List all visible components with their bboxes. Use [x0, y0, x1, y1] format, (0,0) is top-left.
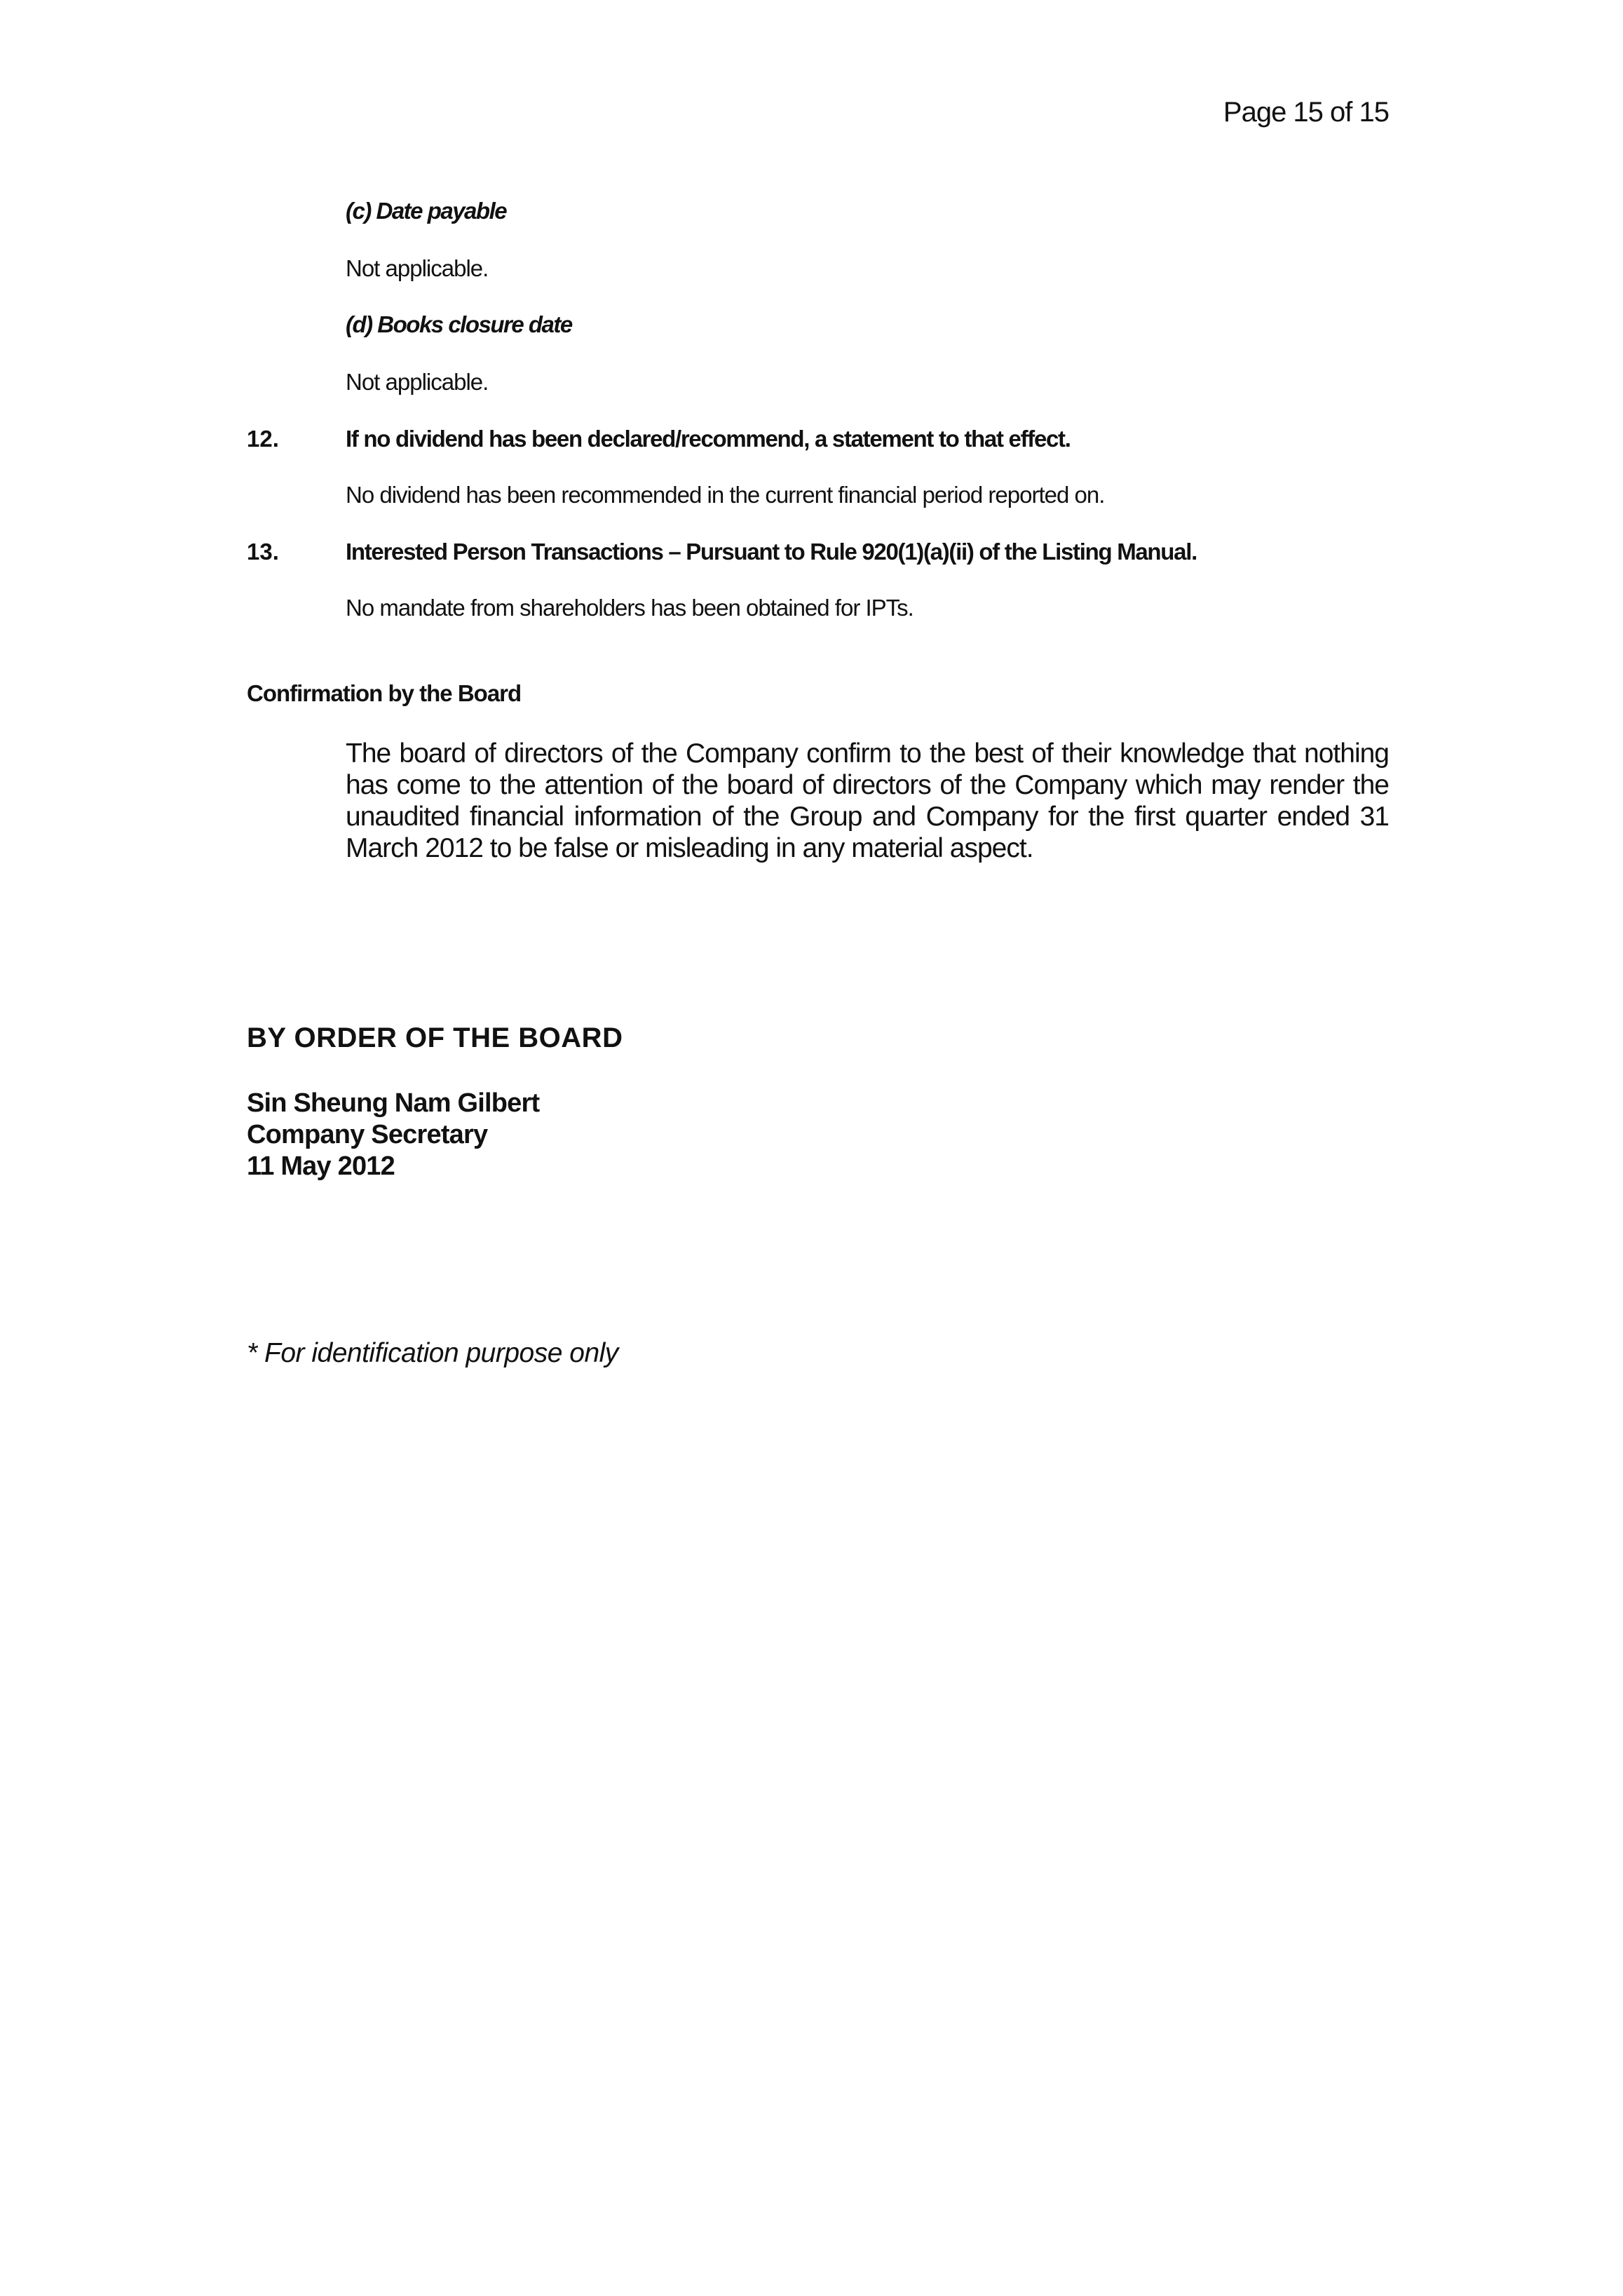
item-13-number: 13.: [247, 539, 279, 565]
date-payable-text: Not applicable.: [346, 255, 489, 281]
signature-block: [247, 1088, 539, 1182]
item-12-text: No dividend has been recommended in the current financial period reported on.: [346, 482, 1105, 508]
footnote: * For identification purpose only: [247, 1338, 618, 1368]
item-12-number: 12.: [247, 426, 279, 452]
books-closure-text: Not applicable.: [346, 369, 489, 395]
confirmation-paragraph: The board of directors of the Company confirm to the best of their knowledge that nothing has come to the attention of the board of directors of the Company which may render the unaudited financial information of the Group and Company for the first quarter ended 31 March 2012 to be false or misleading in any material aspect.: [346, 738, 1389, 863]
item-13-text: No mandate from shareholders has been obtained for IPTs.: [346, 595, 914, 621]
item-13-title: Interested Person Transactions – Pursuant to Rule 920(1)(a)(ii) of the Listing Manual.: [346, 539, 1197, 565]
page-number: Page 15 of 15: [1223, 97, 1389, 128]
signatory-name: Sin Sheung Nam Gilbert: [247, 1088, 540, 1118]
board-order-heading: BY ORDER OF THE BOARD: [247, 1022, 623, 1053]
books-closure-heading: (d) Books closure date: [346, 311, 572, 337]
date-payable-heading: (c) Date payable: [346, 198, 507, 224]
signatory-title: Company Secretary: [247, 1120, 488, 1149]
confirmation-heading: Confirmation by the Board: [247, 680, 522, 706]
item-12-title: If no dividend has been declared/recommend, a statement to that effect.: [346, 426, 1071, 452]
signature-date: 11 May 2012: [247, 1152, 395, 1181]
